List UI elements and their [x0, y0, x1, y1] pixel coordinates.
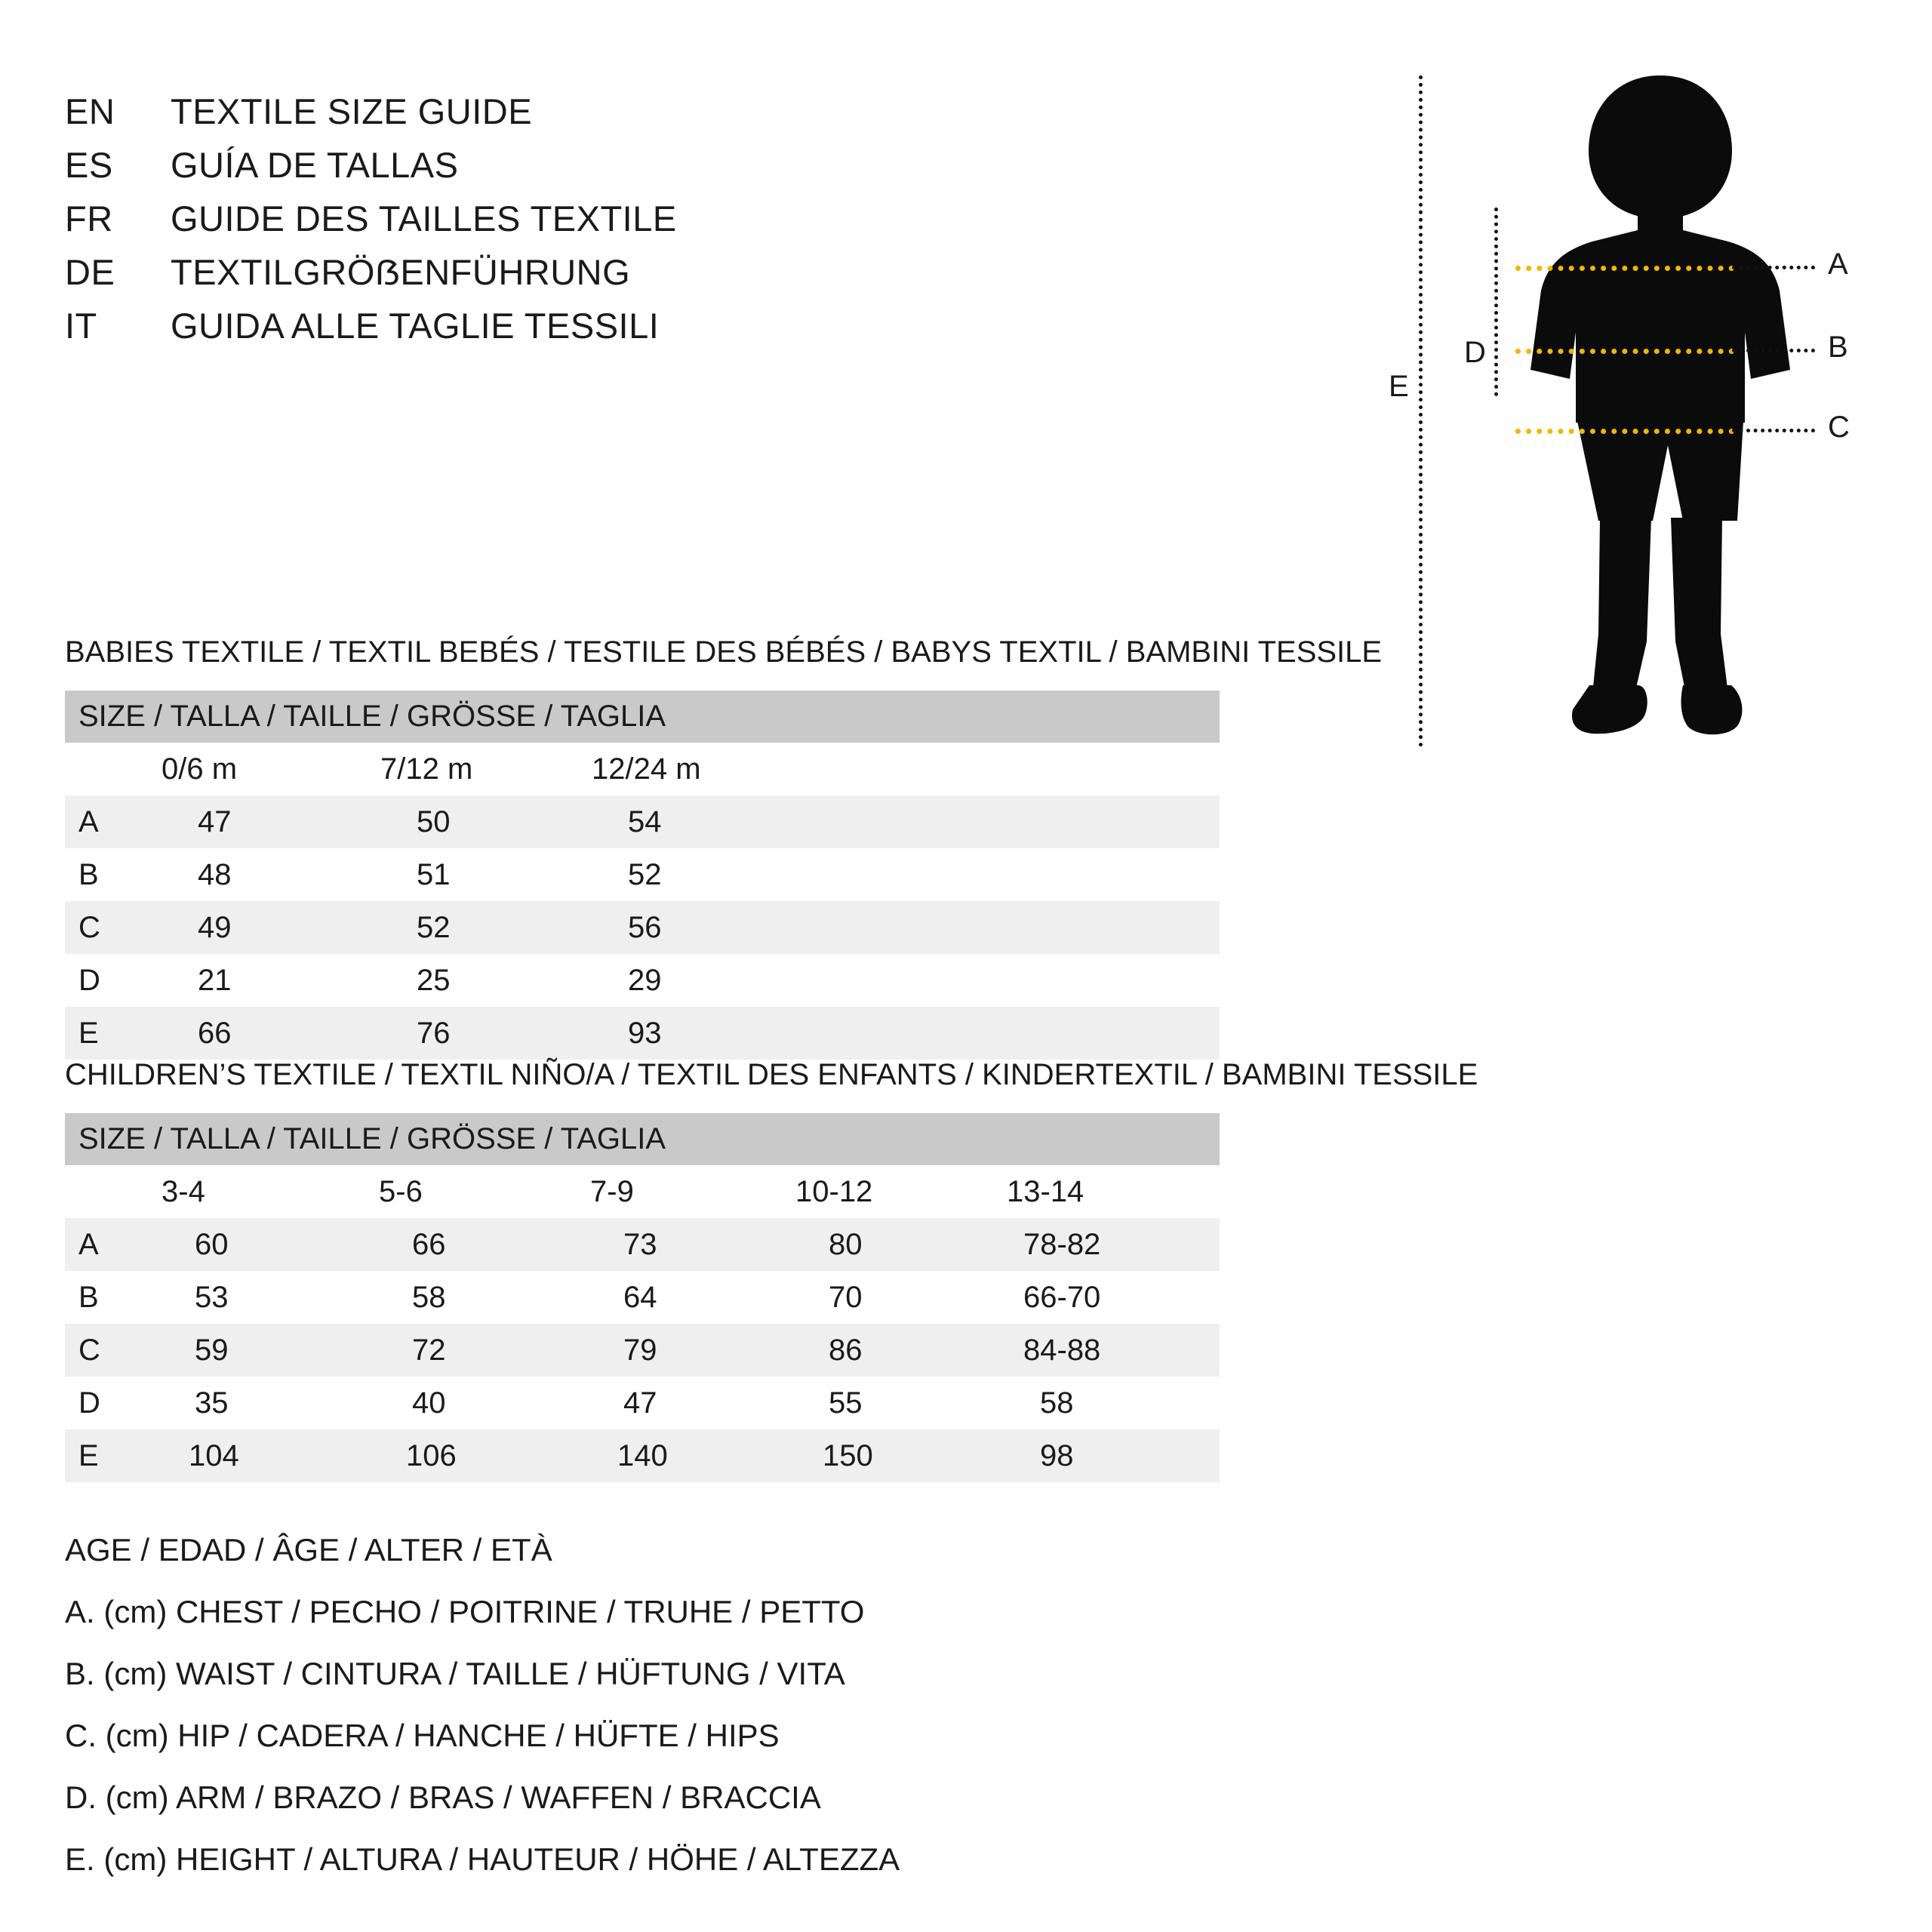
guide-label-d: D — [1464, 336, 1486, 369]
children-d-4: 58 — [1007, 1377, 1220, 1429]
children-c-0: 59 — [162, 1324, 379, 1377]
legend-line-c: C. (cm) HIP / CADERA / HANCHE / HÜFTE / HIPS — [65, 1718, 780, 1753]
table-row — [65, 1324, 1220, 1377]
language-row-de — [65, 251, 895, 293]
babies-corner-cell — [65, 743, 162, 795]
children-a-0: 60 — [162, 1218, 379, 1271]
guide-label-a: A — [1828, 248, 1848, 281]
guide-label-e: E — [1389, 370, 1409, 403]
children-e-3: 150 — [795, 1429, 1007, 1482]
table-row — [65, 901, 1220, 954]
language-code: FR — [65, 198, 113, 238]
children-col-1: 5-6 — [379, 1165, 590, 1218]
children-c-4: 84-88 — [1007, 1324, 1220, 1377]
table-row — [65, 1007, 1220, 1060]
children-e-0: 104 — [162, 1429, 379, 1482]
babies-row-label-e: E — [65, 1007, 162, 1060]
babies-e-1: 76 — [380, 1007, 592, 1060]
children-b-4: 66-70 — [1007, 1271, 1220, 1324]
babies-b-2: 52 — [592, 848, 1220, 901]
children-c-2: 79 — [590, 1324, 795, 1377]
children-row-label-b: B — [65, 1271, 162, 1324]
language-row-fr — [65, 198, 895, 239]
babies-a-1: 50 — [380, 795, 592, 848]
children-size-table — [65, 1113, 1220, 1482]
arm-guide-line-d — [1494, 208, 1498, 396]
babies-col-1: 7/12 m — [380, 743, 592, 795]
measurement-legend — [65, 1532, 1272, 1903]
children-e-2: 140 — [590, 1429, 795, 1482]
babies-c-1: 52 — [380, 901, 592, 954]
children-b-1: 58 — [379, 1271, 590, 1324]
legend-line-a: A. (cm) CHEST / PECHO / POITRINE / TRUHE / PETTO — [65, 1594, 865, 1629]
children-col-4: 13-14 — [1007, 1165, 1220, 1218]
children-section-title: CHILDREN’S TEXTILE / TEXTIL NIÑO/A / TEXTIL DES ENFANTS / KINDERTEXTIL / BAMBINI TESSILE — [65, 1058, 1478, 1091]
legend-line-age: AGE / EDAD / ÂGE / ALTER / ETÀ — [65, 1532, 552, 1567]
hip-band-c — [1515, 429, 1734, 434]
children-col-2: 7-9 — [590, 1165, 795, 1218]
babies-row-label-c: C — [65, 901, 162, 954]
children-b-0: 53 — [162, 1271, 379, 1324]
language-code: IT — [65, 306, 97, 346]
table-row — [65, 954, 1220, 1007]
children-d-2: 47 — [590, 1377, 795, 1429]
children-row-label-e: E — [65, 1429, 162, 1482]
babies-a-2: 54 — [592, 795, 1220, 848]
babies-c-0: 49 — [162, 901, 380, 954]
table-row — [65, 848, 1220, 901]
babies-d-1: 25 — [380, 954, 592, 1007]
language-code: ES — [65, 145, 113, 185]
language-row-es — [65, 144, 895, 186]
babies-b-1: 51 — [380, 848, 592, 901]
children-e-4: 98 — [1007, 1429, 1220, 1482]
language-title: GUÍA DE TALLAS — [171, 145, 459, 185]
babies-section-title: BABIES TEXTILE / TEXTIL BEBÉS / TESTILE DES BÉBÉS / BABYS TEXTIL / BAMBINI TESSILE — [65, 635, 1383, 669]
language-row-en — [65, 91, 895, 132]
language-title-block — [65, 91, 895, 358]
babies-table-header-bar — [65, 691, 1220, 743]
language-row-it — [65, 305, 895, 346]
table-row — [65, 1271, 1220, 1324]
babies-row-label-a: A — [65, 795, 162, 848]
children-d-0: 35 — [162, 1377, 379, 1429]
language-code: DE — [65, 252, 115, 292]
babies-header-text: SIZE / TALLA / TAILLE / GRÖSSE / TAGLIA — [65, 691, 1220, 743]
children-row-label-c: C — [65, 1324, 162, 1377]
children-e-1: 106 — [379, 1429, 590, 1482]
babies-col-2: 12/24 m — [592, 743, 1220, 795]
guide-label-b: B — [1828, 331, 1848, 364]
children-col-3: 10-12 — [795, 1165, 1007, 1218]
babies-d-2: 29 — [592, 954, 1220, 1007]
language-title: TEXTILGRÖẞENFÜHRUNG — [171, 252, 631, 292]
children-a-3: 80 — [795, 1218, 1007, 1271]
language-title: GUIDE DES TAILLES TEXTILE — [171, 198, 677, 238]
children-b-3: 70 — [795, 1271, 1007, 1324]
children-c-1: 72 — [379, 1324, 590, 1377]
children-a-2: 73 — [590, 1218, 795, 1271]
children-col-0: 3-4 — [162, 1165, 379, 1218]
children-header-text: SIZE / TALLA / TAILLE / GRÖSSE / TAGLIA — [65, 1113, 1220, 1165]
language-title: GUIDA ALLE TAGLIE TESSILI — [171, 306, 660, 346]
children-column-header-row — [65, 1165, 1220, 1218]
height-guide-line-e — [1419, 75, 1423, 747]
babies-b-0: 48 — [162, 848, 380, 901]
babies-row-label-b: B — [65, 848, 162, 901]
children-corner-cell — [65, 1165, 162, 1218]
children-c-3: 86 — [795, 1324, 1007, 1377]
chest-band-a — [1515, 266, 1734, 271]
children-row-label-a: A — [65, 1218, 162, 1271]
waist-band-b — [1515, 349, 1734, 354]
babies-row-label-d: D — [65, 954, 162, 1007]
table-row — [65, 1429, 1220, 1482]
table-row — [65, 1218, 1220, 1271]
babies-column-header-row — [65, 743, 1220, 795]
children-d-3: 55 — [795, 1377, 1007, 1429]
children-a-4: 78-82 — [1007, 1218, 1220, 1271]
children-d-1: 40 — [379, 1377, 590, 1429]
table-row — [65, 1377, 1220, 1429]
children-row-label-d: D — [65, 1377, 162, 1429]
babies-col-0: 0/6 m — [162, 743, 380, 795]
babies-e-0: 66 — [162, 1007, 380, 1060]
measurement-figure — [1389, 68, 1902, 777]
children-b-2: 64 — [590, 1271, 795, 1324]
babies-c-2: 56 — [592, 901, 1220, 954]
babies-e-2: 93 — [592, 1007, 1220, 1060]
legend-line-e: E. (cm) HEIGHT / ALTURA / HAUTEUR / HÖHE / ALTEZZA — [65, 1841, 900, 1877]
table-row — [65, 795, 1220, 848]
babies-d-0: 21 — [162, 954, 380, 1007]
leader-line-a — [1732, 266, 1815, 269]
babies-a-0: 47 — [162, 795, 380, 848]
language-title: TEXTILE SIZE GUIDE — [171, 91, 533, 131]
babies-size-table — [65, 691, 1220, 1060]
legend-line-d: D. (cm) ARM / BRAZO / BRAS / WAFFEN / BRACCIA — [65, 1780, 821, 1815]
legend-line-b: B. (cm) WAIST / CINTURA / TAILLE / HÜFTUNG / VITA — [65, 1656, 845, 1691]
leader-line-c — [1732, 429, 1815, 432]
leader-line-b — [1732, 349, 1815, 352]
children-a-1: 66 — [379, 1218, 590, 1271]
child-silhouette-icon — [1502, 68, 1819, 747]
guide-label-c: C — [1828, 411, 1850, 444]
language-code: EN — [65, 91, 115, 131]
children-table-header-bar — [65, 1113, 1220, 1165]
